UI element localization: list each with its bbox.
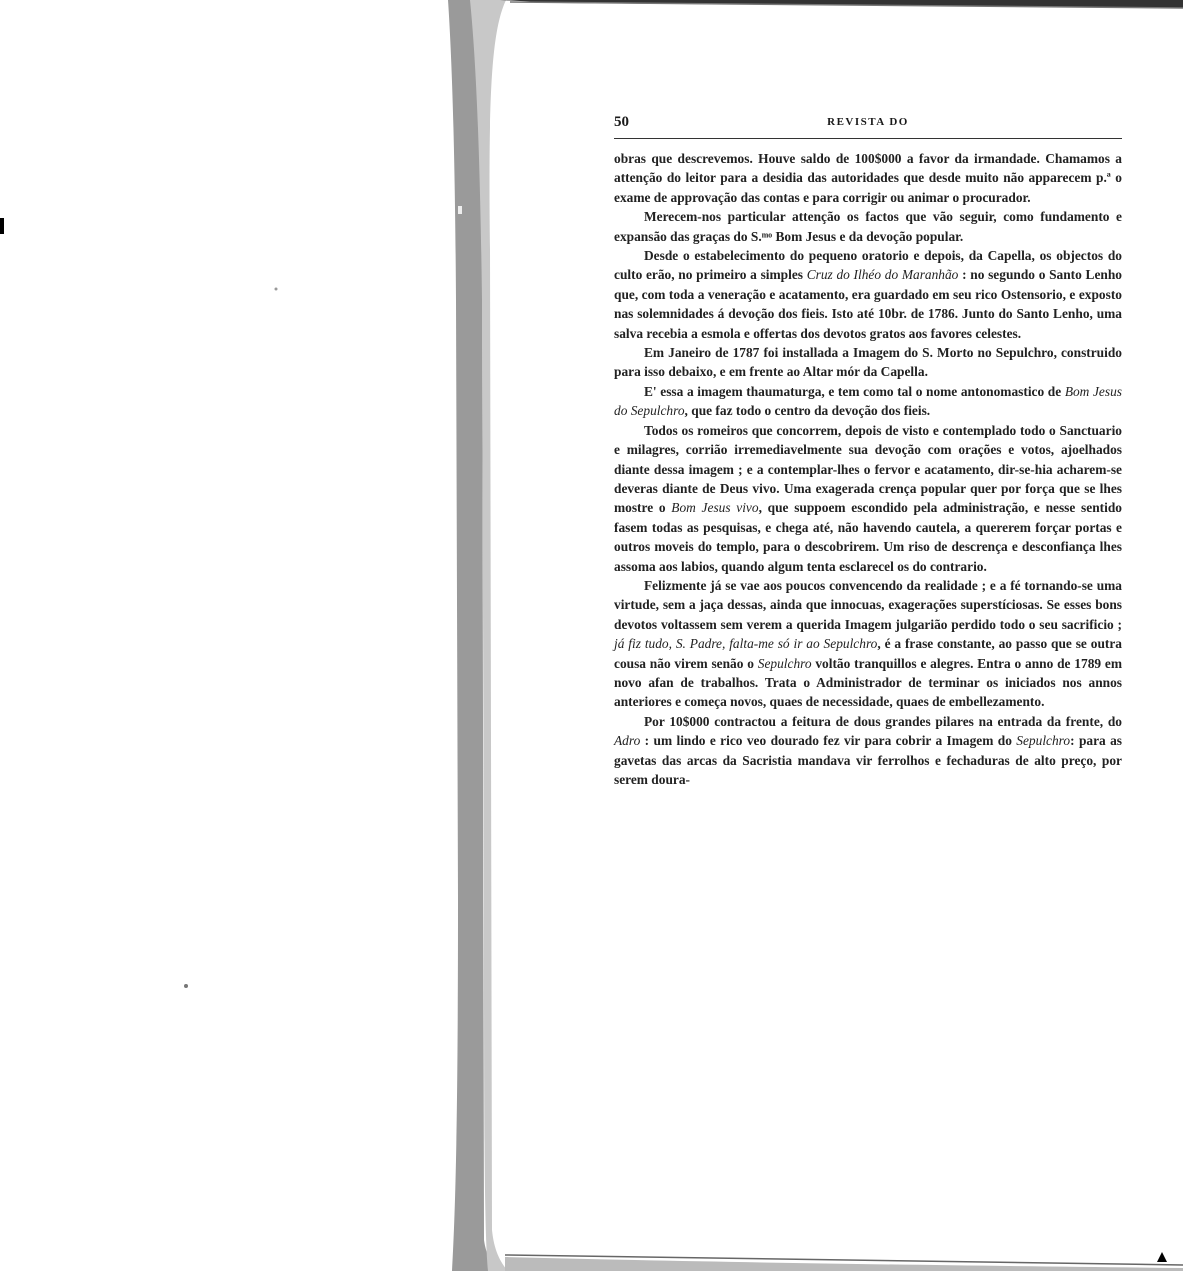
italic-phrase: Bom Jesus vivo <box>671 500 759 516</box>
text-run: Desde o estabelecimento do pequeno oratorio e depois, da Capella, os objectos do culto erão, no primeiro a simples <box>614 248 1122 283</box>
text-run: , que faz todo o centro da devoção dos fieis. <box>684 403 931 419</box>
body-text <box>614 149 1122 789</box>
page-number: 50 <box>614 114 629 130</box>
book-page <box>614 114 1122 789</box>
text-run: obras que descrevemos. Houve saldo de 100$000 a favor da irmandade. Chamamos a attenção do leitor para a desidia das autoridades que desde muito não apparecem p.ª o exame de approvação das contas e para corrigir ou animar o procurador. <box>614 151 1122 205</box>
text-run: Merecem-nos particular attenção os factos que vão seguir, como fundamento e expansão das graças do S.ᵐᵒ Bom Jesus e da devoção popular. <box>614 209 1122 244</box>
italic-phrase: Sepulchro <box>757 655 812 671</box>
running-head: REVISTA DO <box>827 116 909 128</box>
paragraph <box>614 576 1122 712</box>
paragraph <box>614 207 1122 246</box>
paragraph <box>614 382 1122 421</box>
italic-phrase: Sepulchro <box>1016 733 1071 749</box>
text-run: E' essa a imagem thaumaturga, e tem como tal o nome antonomastico de <box>644 383 1065 399</box>
italic-phrase: já fiz tudo, S. Padre, falta-me só ir ao Sepulchro <box>614 636 878 652</box>
page-header <box>614 114 1122 134</box>
italic-phrase: Adro <box>614 733 641 749</box>
text-run: Por 10$000 contractou a feitura de dous grandes pilares na entrada da frente, do <box>644 713 1122 729</box>
text-run: Em Janeiro de 1787 foi installada a Imagem do S. Morto no Sepulchro, construido para isso debaixo, e em frente ao Altar mór da Capella. <box>614 345 1122 380</box>
paragraph <box>614 343 1122 382</box>
paragraph <box>614 149 1122 207</box>
text-run: voltão tranquillos e alegres. Entra o anno de 1789 em novo afan de trabalhos. Trata o Administrador de terminar os iniciados nos annos anteriores e começa novos, quaes de necessidade, quaes de embellezamento. <box>614 655 1122 710</box>
italic-phrase: Bom Jesus do Sepulchro <box>614 383 1122 419</box>
paragraph <box>614 712 1122 790</box>
paragraph <box>614 421 1122 576</box>
text-run: , que suppoem escondido pela administração, e nesse sentido fasem todas as pesquisas, e chega até, não havendo cautela, a quererem forçar portas e outros moveis do templo, para o descobrirem. Um riso de descrença e desconfiança lhes assoma aos labios, quando algum tenta esclarecel os do contrario. <box>614 500 1122 574</box>
header-rule <box>614 138 1122 139</box>
italic-phrase: Cruz do Ilhéo do Maranhão <box>806 267 959 283</box>
paragraph <box>614 246 1122 343</box>
text-run: : um lindo e rico veo dourado fez vir para cobrir a Imagem do <box>640 733 1017 749</box>
text-run: Todos os romeiros que concorrem, depois de visto e contemplado todo o Sanctuario e milagres, corrião irremediavelmente sua devoção com orações e votos, ajoelhados diante dessa imagem ; e a contemplar-lhes o fervor e acatamento, dir-se-hia acharem-se deveras diante de Deus vivo. Uma exagerada crença popular quer por força que se lhes mostre o <box>614 422 1122 516</box>
text-run: : no segundo o Santo Lenho que, com toda a veneração e acatamento, era guardado em seu rico Ostensorio, e exposto nas solemnidades á devoção dos fieis. Isto até 10br. de 1786. Junto do Santo Lenho, uma salva recebia a esmola e offertas dos devotos gratos aos favores celestes. <box>614 267 1122 341</box>
text-run: : para as gavetas das arcas da Sacristia mandava vir ferrolhos e fechaduras de alto preço, por serem doura- <box>614 733 1122 787</box>
text-run: Felizmente já se vae aos poucos convencendo da realidade ; e a fé tornando-se uma virtude, sem a jaça dessas, ainda que innocuas, exagerações superstíciosas. Se esses bons devotos voltassem sem verem a querida Imagem julgarião perdido todo o seu sacrificio ; <box>614 577 1122 632</box>
text-run: , é a frase constante, ao passo que se outra cousa não virem senão o <box>614 636 1122 671</box>
